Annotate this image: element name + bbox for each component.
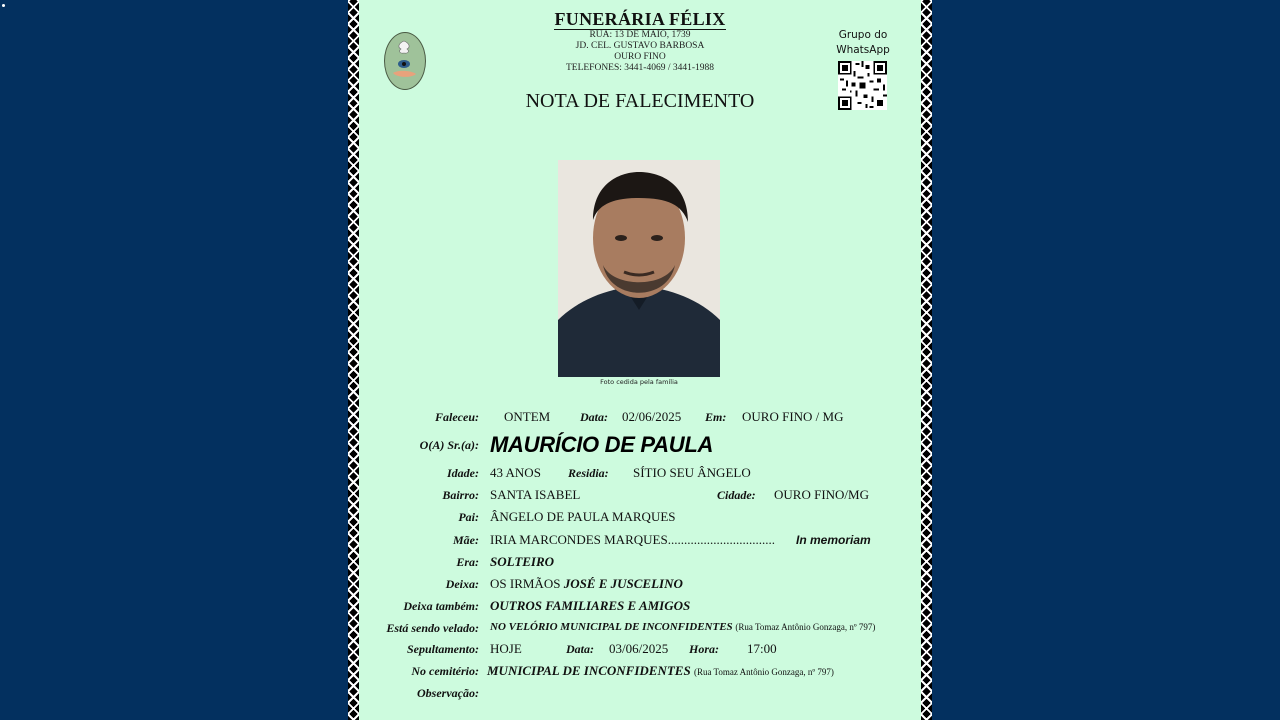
city-label: Cidade:	[717, 488, 756, 502]
residence-label: Residia:	[568, 466, 609, 480]
died-value: ONTEM	[504, 409, 551, 424]
funeral-home-name: FUNERÁRIA FÉLIX	[554, 9, 726, 29]
father-value: ÂNGELO DE PAULA MARQUES	[490, 509, 676, 524]
burial-date-value: 03/06/2025	[609, 641, 669, 656]
died-label: Faleceu:	[435, 410, 479, 424]
whatsapp-group-label: Grupo do WhatsApp	[836, 29, 890, 56]
document-title: NOTA DE FALECIMENTO	[525, 90, 755, 112]
whatsapp-qr-code-icon[interactable]	[838, 61, 887, 110]
address-line-city: OURO FINO	[614, 52, 666, 62]
neighborhood-label: Bairro:	[442, 488, 479, 502]
residence-value: SÍTIO SEU ÂNGELO	[633, 465, 751, 480]
photo-caption: Foto cedida pela família	[600, 378, 678, 386]
deceased-name: MAURÍCIO DE PAULA	[490, 432, 714, 457]
death-place-label: Em:	[705, 410, 727, 424]
deceased-photo	[558, 160, 720, 377]
cemetery-value: MUNICIPAL DE INCONFIDENTES (Rua Tomaz Antônio Gonzaga, nº 797)	[487, 663, 834, 678]
cemetery-label: No cemitério:	[411, 664, 479, 678]
also-survived-by-value: OUTROS FAMILIARES E AMIGOS	[490, 598, 691, 613]
father-label: Pai:	[458, 510, 479, 524]
age-label: Idade:	[447, 466, 479, 480]
burial-time-value: 17:00	[747, 641, 777, 656]
death-date-value: 02/06/2025	[622, 409, 682, 424]
marital-status-label: Era:	[456, 555, 479, 569]
survived-by-label: Deixa:	[445, 577, 479, 591]
burial-value: HOJE	[490, 641, 522, 656]
survived-by-value: OS IRMÃOS JOSÉ E JUSCELINO	[490, 576, 683, 591]
address-line-street: RUA: 13 DE MAIO, 1739	[589, 30, 691, 40]
burial-date-label: Data:	[566, 642, 594, 656]
mother-label: Mãe:	[453, 533, 479, 547]
wake-location-value: NO VELÓRIO MUNICIPAL DE INCONFIDENTES (Rua Tomaz Antônio Gonzaga, nº 797)	[490, 621, 876, 633]
observation-label: Observação:	[417, 686, 479, 700]
in-memoriam-note: In memoriam	[796, 533, 871, 547]
also-survived-by-label: Deixa também:	[403, 599, 479, 613]
marital-status-value: SOLTEIRO	[490, 554, 555, 569]
address-line-phones: TELEFONES: 3441-4069 / 3441-1988	[565, 63, 715, 73]
mother-value: IRIA MARCONDES MARQUES.................................	[490, 532, 775, 547]
burial-time-label: Hora:	[689, 642, 719, 656]
death-place-value: OURO FINO / MG	[742, 409, 844, 424]
address-line-district: JD. CEL. GUSTAVO BARBOSA	[575, 41, 705, 51]
city-value: OURO FINO/MG	[774, 487, 869, 502]
burial-label: Sepultamento:	[406, 642, 479, 656]
corner-dot	[2, 4, 5, 7]
wake-location-label: Está sendo velado:	[386, 621, 479, 635]
neighborhood-value: SANTA ISABEL	[490, 487, 581, 502]
death-date-label: Data:	[580, 410, 608, 424]
name-label: O(A) Sr.(a):	[419, 438, 479, 452]
age-value: 43 ANOS	[490, 465, 541, 480]
obituary-card	[348, 0, 932, 720]
